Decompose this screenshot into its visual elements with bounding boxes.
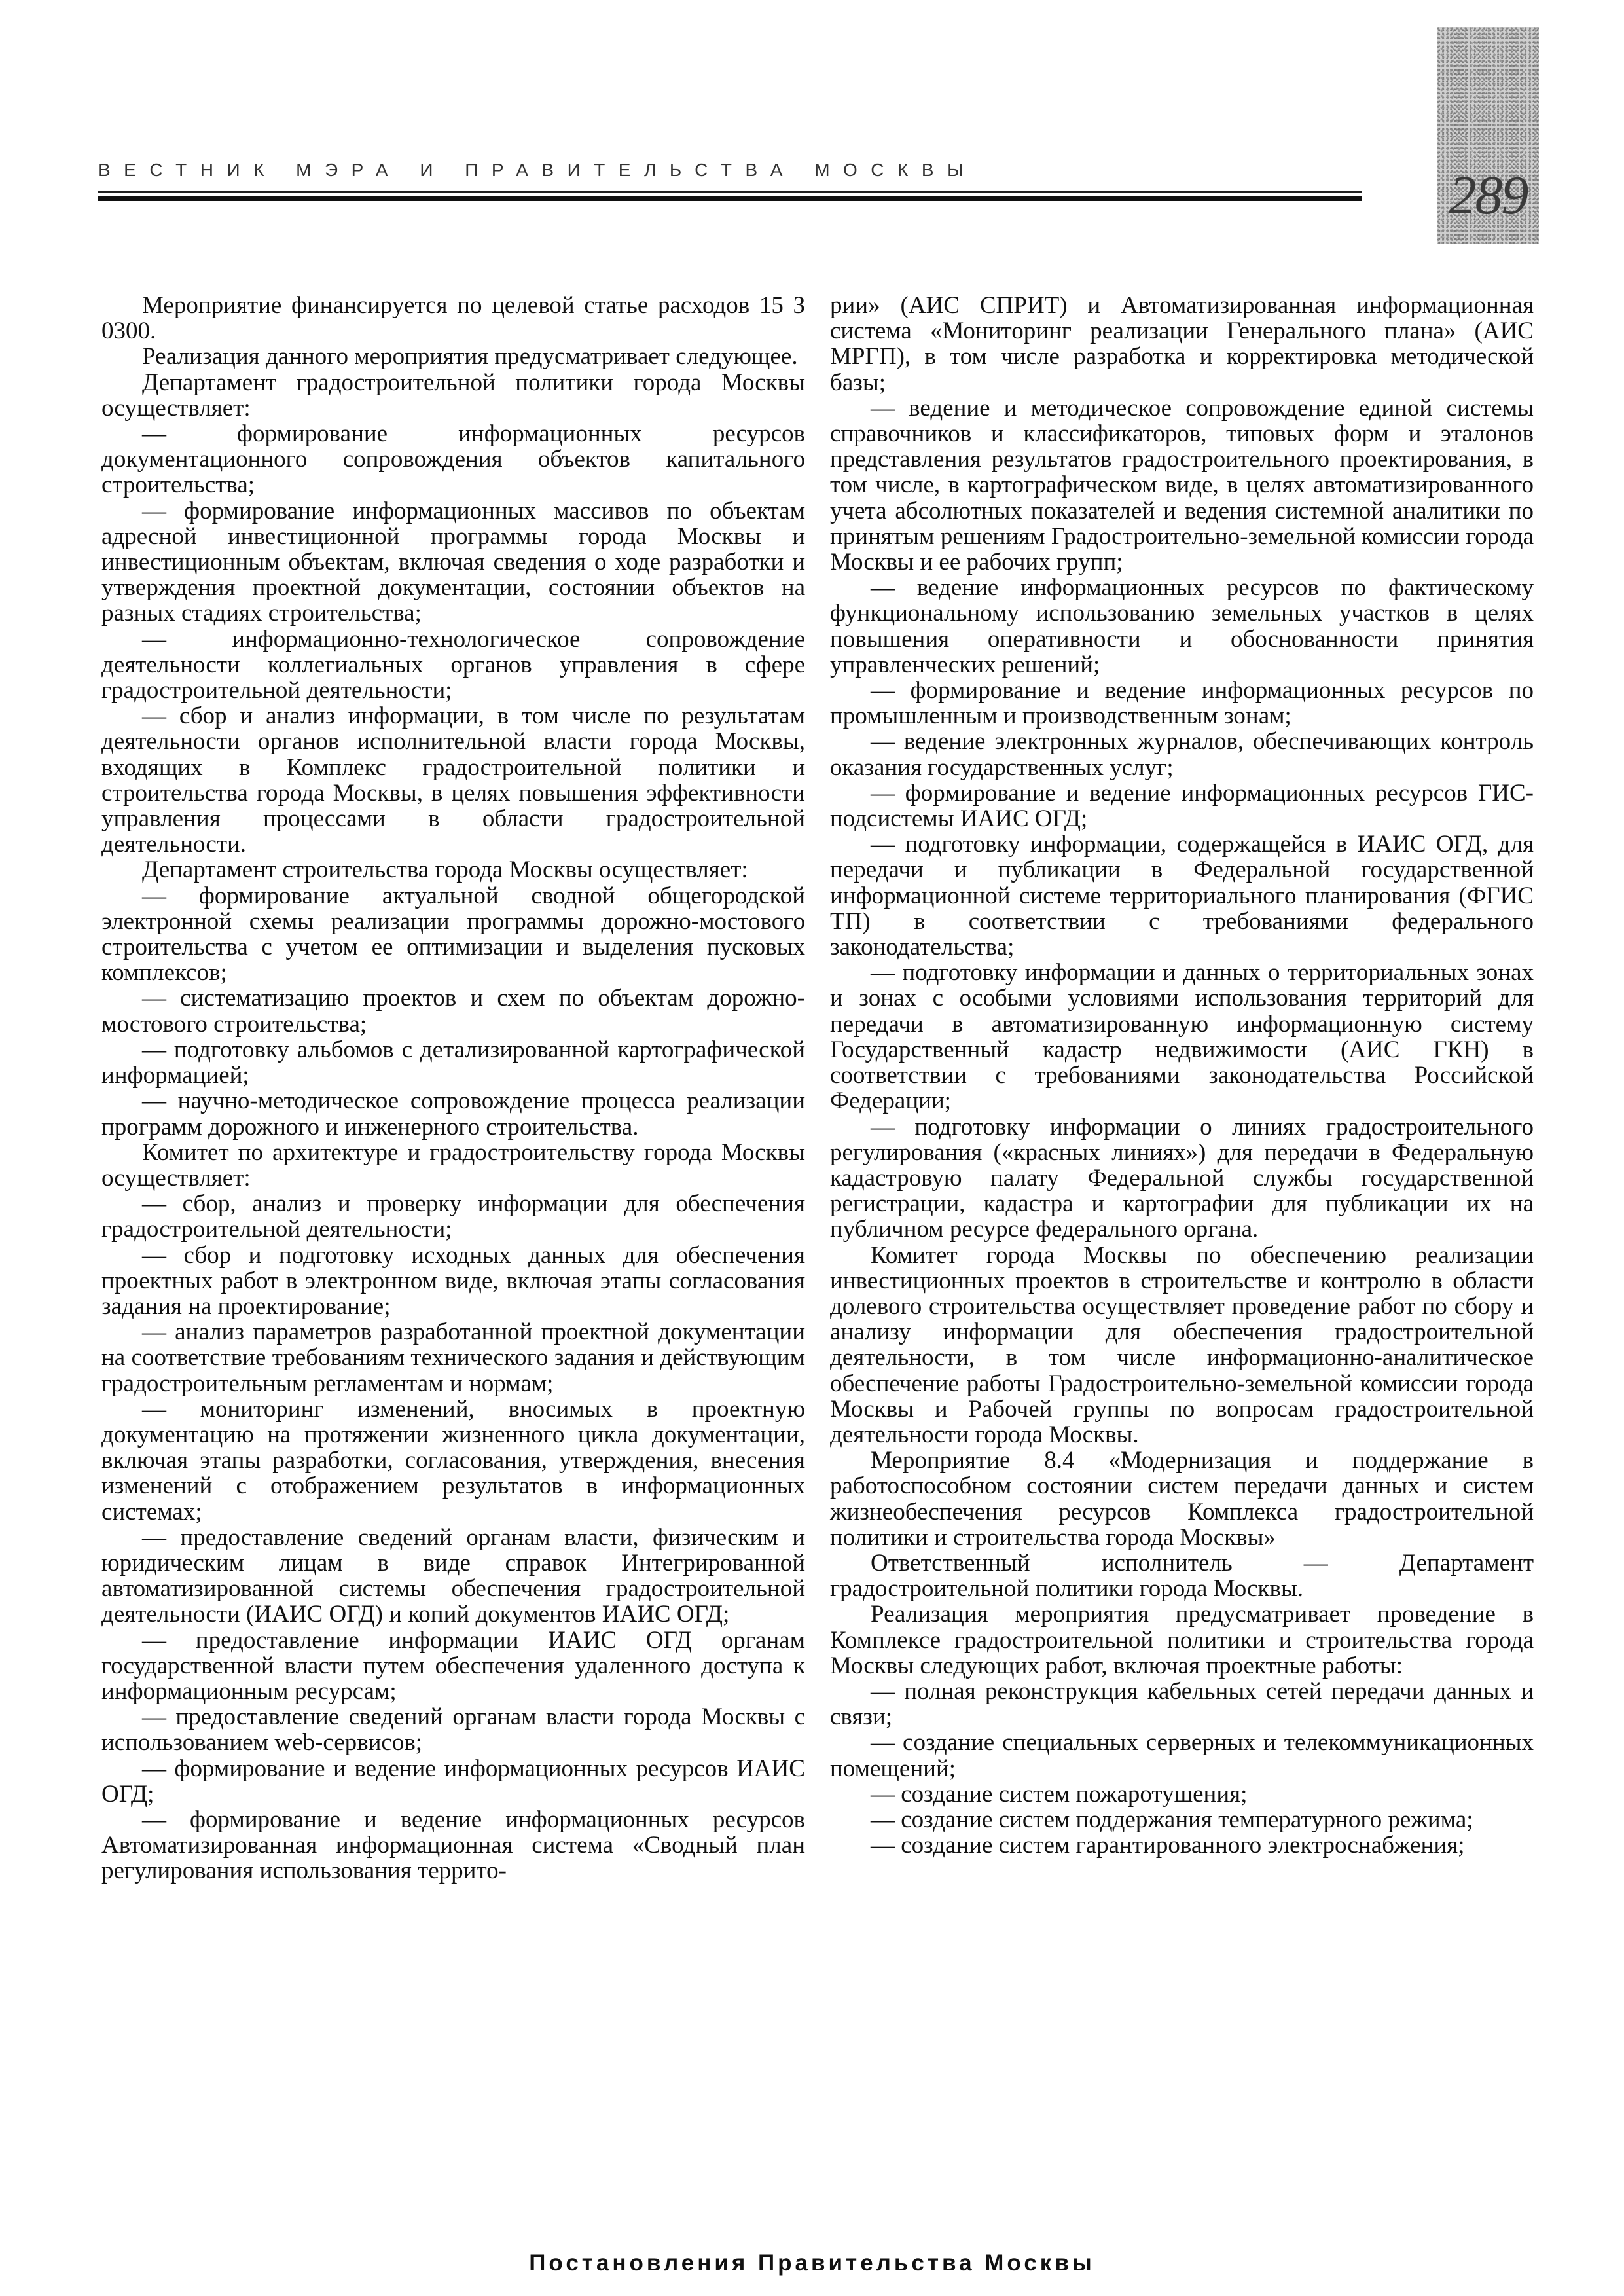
paragraph: — создание систем гарантированного электроснабжения; xyxy=(871,1832,1465,1859)
paragraph: Ответственный исполнитель — Департамент градостроительной политики города Москвы. xyxy=(830,1549,1534,1603)
paragraph: Мероприятие финансируется по целевой статье расходов 15 З 0300. xyxy=(101,292,805,345)
paragraph: — анализ параметров разработанной проектной документации на соответствие требованиям технического задания и действующим градостроительным регламентам и нормам; xyxy=(101,1319,805,1397)
paragraph: рии» (АИС СПРИТ) и Автоматизированная информационная система «Мониторинг реализации Генерального плана» (АИС МРГП), в том числе разработка и корректировка методической базы; xyxy=(830,292,1534,396)
paragraph: Комитет по архитектуре и градостроительству города Москвы осуществляет: xyxy=(101,1139,805,1192)
paragraph: — формирование и ведение информационных ресурсов ИАИС ОГД; xyxy=(101,1755,805,1808)
paragraph: — формирование и ведение информационных ресурсов Автоматизированная информационная система «Сводный план регулирования использования террито- xyxy=(101,1806,805,1885)
paragraph: — сбор и подготовку исходных данных для обеспечения проектных работ в электронном виде, включая этапы согласования задания на проектирование; xyxy=(101,1241,805,1320)
paragraph: — информационно-технологическое сопровождение деятельности коллегиальных органов управления в сфере градостроительной деятельности; xyxy=(101,625,805,704)
paragraph: — формирование актуальной сводной общегородской электронной схемы реализации программы дорожно-мостового строительства с учетом ее оптимизации и выделения пусковых комплексов; xyxy=(101,882,805,987)
paragraph: — создание специальных серверных и телекоммуникационных помещений; xyxy=(830,1729,1534,1782)
paragraph: — сбор и анализ информации, в том числе по результатам деятельности органов исполнительной власти города Москвы, входящих в Комплекс градостроительной политики и строительства города Москвы, в целях повышения эффективности управления процессами в области градостроительной деятельности. xyxy=(101,702,805,858)
header-rule-thick xyxy=(98,196,1362,201)
paragraph: — мониторинг изменений, вносимых в проектную документацию на протяжении жизненного цикла документации, включая этапы разработки, согласования, утверждения, внесения изменений с отображением результатов в информационных системах; xyxy=(101,1395,805,1525)
paragraph: — подготовку информации и данных о территориальных зонах и зонах с особыми условиями использования территорий для передачи в автоматизированную информационную систему Государственный кадастр недвижимости (АИС ГКН) в соответствии с требованиями законодательства Российской Федерации; xyxy=(830,959,1534,1115)
paragraph: — научно-методическое сопровождение процесса реализации программ дорожного и инженерного строительства. xyxy=(101,1087,805,1140)
paragraph: Комитет города Москвы по обеспечению реализации инвестиционных проектов в строительстве и контролю в области долевого строительства осуществляет проведение работ по сбору и анализу информации для обеспечения градостроительной деятельности, в том числе информационно-аналитическое обеспечение работы Градостроительно-земельной комиссии города Москвы и Рабочей группы по вопросам градостроительной деятельности города Москвы. xyxy=(830,1241,1534,1448)
paragraph: — создание систем поддержания температурного режима; xyxy=(871,1806,1473,1833)
paragraph: Департамент градостроительной политики города Москвы осуществляет: xyxy=(101,369,805,422)
footer-section-title: Постановления Правительства Москвы xyxy=(529,2250,1095,2276)
left-column xyxy=(101,293,805,1884)
paragraph: — предоставление сведений органам власти города Москвы с использованием web-сервисов; xyxy=(101,1704,805,1757)
paragraph: — подготовку информации о линиях градостроительного регулирования («красных линиях») для передачи в Федеральную кадастровую палату Федеральной службы государственной регистрации, кадастра и картографии для публикации их на публичном ресурсе федерального органа. xyxy=(830,1113,1534,1243)
paragraph: — подготовку альбомов с детализированной картографической информацией; xyxy=(101,1036,805,1089)
paragraph: — создание систем пожаротушения; xyxy=(871,1780,1248,1808)
page-number: 289 xyxy=(1449,165,1528,226)
paragraph: — формирование информационных массивов по объектам адресной инвестиционной программы города Москвы и инвестиционным объектам, включая сведения о ходе разработки и утверждения проектной документации, состоянии объектов на разных стадиях строительства; xyxy=(101,497,805,627)
paragraph: — подготовку информации, содержащейся в ИАИС ОГД, для передачи и публикации в Федеральной государственной информационной системе территориального планирования (ФГИС ТП) в соответствии с требованиями федерального законодательства; xyxy=(830,831,1534,961)
paragraph: — сбор, анализ и проверку информации для обеспечения градостроительной деятельности; xyxy=(101,1190,805,1243)
paragraph: Реализация данного мероприятия предусматривает следующее. xyxy=(142,343,798,371)
paragraph: — ведение информационных ресурсов по фактическому функциональному использованию земельных участков в целях повышения оперативности и обоснованности принятия управленческих решений; xyxy=(830,574,1534,678)
paragraph: — формирование информационных ресурсов документационного сопровождения объектов капитального строительства; xyxy=(101,420,805,499)
paragraph: — формирование и ведение информационных ресурсов по промышленным и производственным зонам; xyxy=(830,677,1534,730)
paragraph: Реализация мероприятия предусматривает проведение в Комплексе градостроительной политики и строительства города Москвы следующих работ, включая проектные работы: xyxy=(830,1601,1534,1679)
paragraph: — ведение электронных журналов, обеспечивающих контроль оказания государственных услуг; xyxy=(830,728,1534,781)
paragraph: — формирование и ведение информационных ресурсов ГИС-подсистемы ИАИС ОГД; xyxy=(830,779,1534,833)
right-column xyxy=(830,293,1534,1858)
paragraph: Мероприятие 8.4 «Модернизация и поддержание в работоспособном состоянии систем передачи данных и систем жизнеобеспечения ресурсов Комплекса градостроительной политики и строительства города Москвы» xyxy=(830,1447,1534,1551)
journal-title: ВЕСТНИК МЭРА И ПРАВИТЕЛЬСТВА МОСКВЫ xyxy=(98,160,977,180)
header-rule xyxy=(98,191,1362,193)
paragraph: — систематизацию проектов и схем по объектам дорожно-мостового строительства; xyxy=(101,985,805,1038)
paragraph: — предоставление сведений органам власти, физическим и юридическим лицам в виде справок Интегрированной автоматизированной системы обеспечения градостроительной деятельности (ИАИС ОГД) и копий документов ИАИС ОГД; xyxy=(101,1523,805,1628)
paragraph: — полная реконструкция кабельных сетей передачи данных и связи; xyxy=(830,1677,1534,1731)
paragraph: Департамент строительства города Москвы осуществляет: xyxy=(142,856,748,884)
paragraph: — предоставление информации ИАИС ОГД органам государственной власти путем обеспечения удаленного доступа к информационным ресурсам; xyxy=(101,1626,805,1705)
paragraph: — ведение и методическое сопровождение единой системы справочников и классификаторов, типовых форм и эталонов представления результатов градостроительного проектирования, в том числе, в картографическом виде, в целях автоматизированного учета абсолютных показателей и ведения системной аналитики по принятым решениям Градостроительно-земельной комиссии города Москвы и ее рабочих групп; xyxy=(830,394,1534,576)
